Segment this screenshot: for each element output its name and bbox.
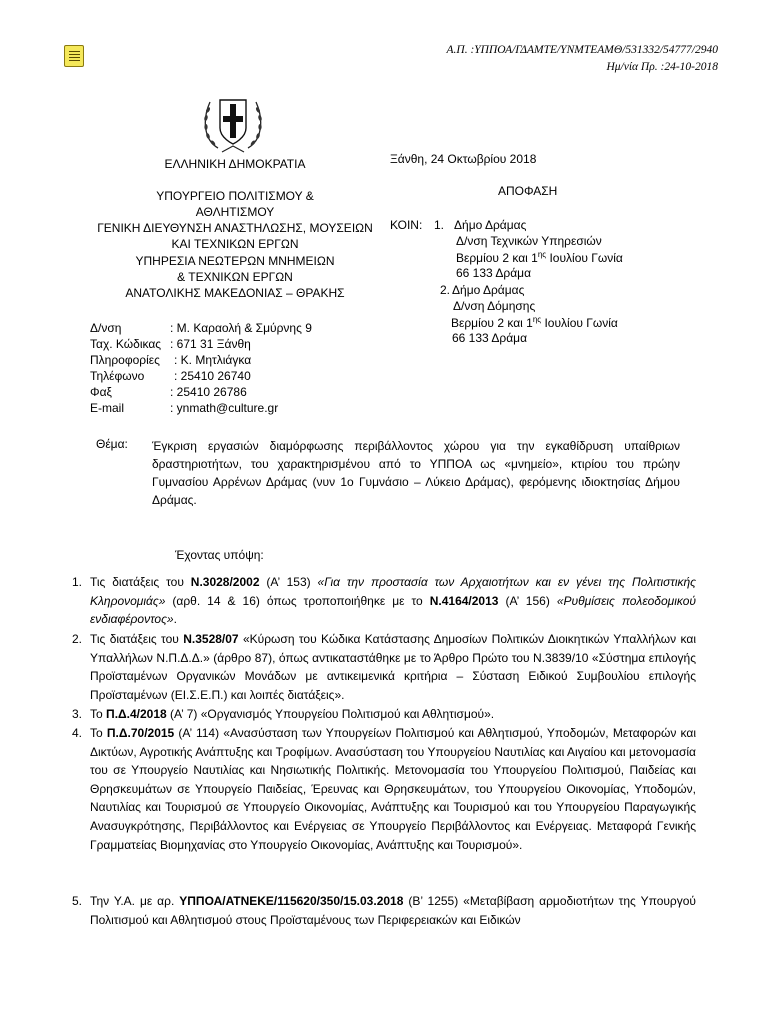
list-item: 3. Το Π.Δ.4/2018 (Α’ 7) «Οργανισμός Υπουργείου Πολιτισμού και Αθλητισμού». bbox=[72, 707, 495, 721]
recipient-1-street: Βερμίου 2 και $1^{\eta\varsigma}$ Ιουλίου Γωνία bbox=[456, 250, 623, 265]
recipient-2-postal: 66 133 Δράμα bbox=[452, 331, 528, 345]
contact-address: Δ/νση : Μ. Καραολή & Σμύρνης 9 bbox=[90, 321, 312, 335]
directorate-line-1: ΓΕΝΙΚΗ ΔΙΕΥΘΥΝΣΗ ΑΝΑΣΤΗΛΩΣΗΣ, ΜΟΥΣΕΙΩΝ bbox=[97, 221, 373, 235]
considering-heading: Έχοντας υπόψη: bbox=[175, 548, 264, 562]
contact-fax: Φαξ : 25410 26786 bbox=[90, 385, 247, 399]
contact-postal: Ταχ. Κώδικας : 671 31 Ξάνθη bbox=[90, 337, 251, 351]
subject-label: Θέμα: bbox=[96, 437, 128, 451]
koin-label: ΚΟΙΝ: bbox=[390, 218, 423, 232]
recipient-1-name: Δήμο Δράμας bbox=[454, 218, 527, 232]
subject-text: Έγκριση εργασιών διαμόρφωσης περιβάλλοντος χώρου για την εγκαθίδρυση υπαίθριων δραστηριοτήτων, του χαρακτηρισμένου από το ΥΠΠΟΑ ως «μνημείο», κτιρίου του πρώην Γυμνασίου Αρρένων Δράμας (νυν 1ο Γυμνάσιο – Λύκειο Δράμας), φερόμενης ιδιοκτησίας Δήμου Δράμας. bbox=[152, 439, 680, 507]
recipient-1-dept: Δ/νση Τεχνικών Υπηρεσιών bbox=[456, 234, 602, 248]
recipient-2-street: Βερμίου 2 και $1^{\eta\varsigma}$ Ιουλίου Γωνία bbox=[451, 315, 618, 330]
place-date: Ξάνθη, 24 Οκτωβρίου 2018 bbox=[390, 152, 537, 166]
contact-info: Πληροφορίες : Κ. Μητλιάγκα bbox=[90, 353, 252, 367]
koin-number-2: 2. bbox=[440, 283, 451, 297]
recipient-1-postal: 66 133 Δράμα bbox=[456, 266, 532, 280]
koin-number-1: 1. bbox=[434, 218, 445, 232]
list-item: 5. Την Υ.Α. με αρ. ΥΠΠΟΑ/ΑΤΝΕΚΕ/115620/350/15.03.2018 (Β’ 1255) «Μεταβίβαση αρμοδιοτήτων της Υπουργού Πολιτισμού και Αθλητισμού στους Προϊσταμένους των Περιφερειακών και Ειδικών bbox=[72, 894, 696, 927]
protocol-date: Ημ/νία Πρ. :24-10-2018 bbox=[606, 61, 718, 73]
decision-title: ΑΠΟΦΑΣΗ bbox=[498, 184, 558, 198]
republic-title: ΕΛΛΗΝΙΚΗ ΔΗΜΟΚΡΑΤΙΑ bbox=[164, 157, 306, 171]
list-item: 2. Τις διατάξεις του Ν.3528/07 «Κύρωση του Κώδικα Κατάστασης Δημοσίων Πολιτικών Διοικητικών Υπαλλήλων και Υπαλλήλων Ν.Π.Δ.Δ.» (άρθρο 87), όπως αντικαταστάθηκε με το Άρθρο Πρώτο του Ν.3839/10 «Σύστημα επιλογής Προϊσταμένων Οργανικών Μονάδων με αντικειμενικά κριτήρια – Σύσταση Ειδικού Συμβουλίου επιλογής Προϊσταμένων (ΕΙ.Σ.Ε.Π.) και λοιπές διατάξεις». bbox=[72, 632, 696, 702]
note-icon[interactable] bbox=[64, 45, 84, 67]
protocol-number: Α.Π. :ΥΠΠΟΑ/ΓΔΑΜΤΕ/ΥΝΜΤΕΑΜΘ/531332/54777/2940 bbox=[446, 44, 718, 56]
service-line-2: & ΤΕΧΝΙΚΩΝ ΕΡΓΩΝ bbox=[177, 270, 293, 284]
ministry-line-1: ΥΠΟΥΡΓΕΙΟ ΠΟΛΙΤΙΣΜΟΥ & bbox=[156, 189, 314, 203]
greek-coat-of-arms-icon bbox=[198, 86, 268, 158]
service-line-1: ΥΠΗΡΕΣΙΑ ΝΕΩΤΕΡΩΝ ΜΝΗΜΕΙΩΝ bbox=[135, 254, 335, 268]
list-item: 4. Το Π.Δ.70/2015 (Α’ 114) «Ανασύσταση των Υπουργείων Πολιτισμού και Αθλητισμού, Υποδομών, Μεταφορών και Δικτύων, Αγροτικής Ανάπτυξης και Τροφίμων. Ανασύσταση του Υπουργείου Ναυτιλίας και Αιγαίου και μετονομασία του σε Υπουργείο Ναυτιλίας και Νησιωτικής Πολιτικής. Μετονομασία του Υπουργείου Πολιτισμού, Παιδείας και Θρησκευμάτων σε Υπουργείο Παιδείας, Έρευνας και Θρησκευμάτων, του Υπουργείου Οικονομίας, Υποδομών, Ναυτιλίας και Τουρισμού σε Υπουργείο Οικονομίας, Ανάπτυξης και Τουρισμού και του Υπουργείου Παραγωγικής Ανασυγκρότησης, Περιβάλλοντος και Ενέργειας σε Υπουργείο Περιβάλλοντος και Ενέργειας. Μεταφορά Γενικής Γραμματείας Βιομηχανίας στο Υπουργείο Οικονομίας, Ανάπτυξης και Τουρισμού». bbox=[72, 726, 696, 852]
recipient-2-name: Δήμο Δράμας bbox=[452, 283, 525, 297]
service-line-3: ΑΝΑΤΟΛΙΚΗΣ ΜΑΚΕΔΟΝΙΑΣ – ΘΡΑΚΗΣ bbox=[125, 286, 345, 300]
contact-email: E-mail : ynmath@culture.gr bbox=[90, 401, 279, 415]
recipient-2-dept: Δ/νση Δόμησης bbox=[453, 299, 536, 313]
contact-phone: Τηλέφωνο : 25410 26740 bbox=[90, 369, 251, 383]
ministry-line-2: ΑΘΛΗΤΙΣΜΟΥ bbox=[195, 205, 275, 219]
directorate-line-2: ΚΑΙ ΤΕΧΝΙΚΩΝ ΕΡΓΩΝ bbox=[171, 237, 299, 251]
list-item: 1. Τις διατάξεις του Ν.3028/2002 (Α’ 153) «Για την προστασία των Αρχαιοτήτων και εν γένει της Πολιτιστικής Κληρονομιάς» (αρθ. 14 & 16) όπως τροποποιήθηκε με το Ν.4164/2013 (Α’ 156) «Ρυθμίσεις πολεοδομικού ενδιαφέροντος». bbox=[72, 575, 696, 627]
